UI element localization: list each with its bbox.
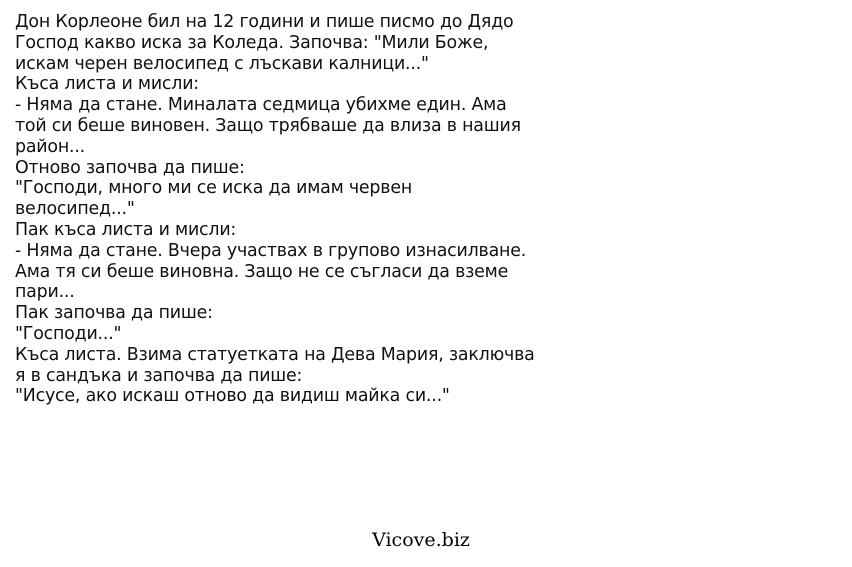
- joke-line: той си беше виновен. Защо трябваше да влиза в нашия: [15, 115, 521, 136]
- joke-line: Дон Корлеоне бил на 12 години и пише писмо до Дядо: [15, 12, 514, 32]
- joke-line: - Няма да стане. Вчера участвах в групово изнасилване.: [15, 240, 527, 261]
- joke-line: Господ какво иска за Коледа. Започва: "Мили Боже,: [15, 32, 489, 53]
- joke-line: Пак започва да пише:: [15, 303, 213, 324]
- joke-line: велосипед...": [15, 199, 135, 220]
- joke-line: Отново започва да пише:: [15, 157, 245, 178]
- joke-line: пари...: [15, 282, 75, 303]
- joke-line: искам черен велосипед с лъскави калници...": [15, 53, 429, 74]
- joke-line: Къса листа и мисли:: [15, 74, 199, 95]
- joke-line: "Господи, много ми се иска да имам червен: [15, 178, 412, 199]
- joke-line: район...: [15, 136, 85, 157]
- joke-line: "Исусе, ако искаш отново да видиш майка си...": [15, 386, 450, 407]
- joke-line: я в сандъка и започва да пише:: [15, 365, 303, 386]
- site-brand: Vicove.biz: [372, 529, 470, 551]
- joke-line: Пак къса листа и мисли:: [15, 219, 237, 240]
- joke-line: Къса листа. Взима статуетката на Дева Мария, заключва: [15, 344, 535, 365]
- joke-line: "Господи...": [15, 323, 122, 344]
- joke-line: - Няма да стане. Миналата седмица убихме един. Ама: [15, 95, 507, 116]
- joke-line: Ама тя си беше виновна. Защо не се съгласи да вземе: [15, 261, 509, 282]
- joke-text: [15, 12, 575, 407]
